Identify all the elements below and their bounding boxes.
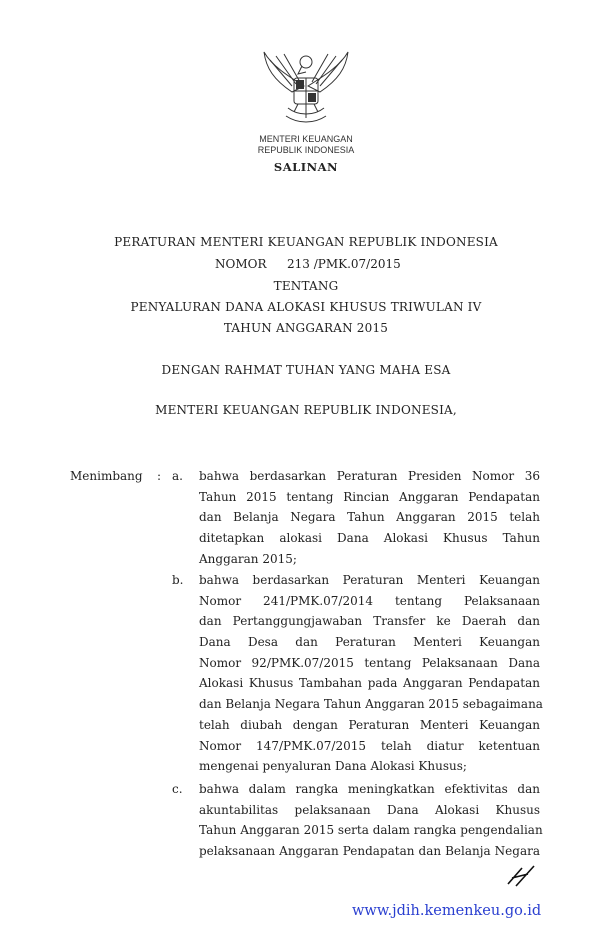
letterhead-country: REPUBLIK INDONESIA	[257, 145, 355, 155]
nomor-label: NOMOR	[215, 257, 267, 271]
text-line: dan Belanja Negara Tahun Anggaran 2015 telah	[199, 510, 540, 525]
footer-website-link[interactable]: www.jdih.kemenkeu.go.id	[352, 903, 542, 919]
text-line: Nomor 241/PMK.07/2014 tentang Pelaksanaan	[199, 593, 540, 608]
menimbang-colon: :	[157, 469, 162, 483]
garuda-emblem-icon	[258, 46, 354, 132]
text-line: bahwa berdasarkan Peraturan Presiden Nomor 36	[199, 469, 540, 483]
item-marker-b: b.	[172, 573, 184, 587]
text-line: Nomor 147/PMK.07/2015 telah diatur ketentuan	[199, 738, 540, 753]
text-line: mengenai penyaluran Dana Alokasi Khusus;	[199, 759, 467, 774]
initial-mark-icon	[504, 862, 540, 888]
text-line: bahwa berdasarkan Peraturan Menteri Keuangan	[199, 573, 540, 587]
regulation-title: PERATURAN MENTERI KEUANGAN REPUBLIK INDONESIA	[114, 235, 498, 249]
nomor-value: 213 /PMK.07/2015	[287, 257, 401, 271]
text-line: ditetapkan alokasi Dana Alokasi Khusus Tahun	[199, 531, 540, 546]
text-line: Tahun 2015 tentang Rincian Anggaran Pendapatan	[199, 489, 540, 504]
item-marker-a: a.	[172, 469, 183, 483]
tentang-heading: TENTANG	[273, 279, 339, 293]
text-line: telah diubah dengan Peraturan Menteri Keuangan	[199, 717, 540, 732]
consideration-item-a	[199, 466, 540, 569]
salinan-stamp: SALINAN	[273, 160, 339, 174]
text-line: bahwa dalam rangka meningkatkan efektivitas dan	[199, 782, 540, 796]
letterhead-ministry: MENTERI KEUANGAN	[259, 134, 353, 144]
text-line: dan Pertanggungjawaban Transfer ke Daerah dan	[199, 614, 540, 629]
text-line: Anggaran 2015;	[199, 551, 297, 566]
text-line: Alokasi Khusus Tambahan pada Anggaran Pendapatan	[199, 676, 540, 691]
regulation-year: TAHUN ANGGARAN 2015	[223, 321, 389, 335]
preamble: DENGAN RAHMAT TUHAN YANG MAHA ESA	[161, 363, 451, 377]
consideration-item-b	[199, 570, 543, 777]
issuer: MENTERI KEUANGAN REPUBLIK INDONESIA,	[155, 403, 457, 417]
item-marker-c: c.	[172, 782, 183, 796]
text-line: Tahun Anggaran 2015 serta dalam rangka pengendalian	[199, 823, 543, 838]
consideration-item-c	[199, 779, 543, 862]
menimbang-label: Menimbang	[70, 469, 143, 483]
regulation-subject: PENYALURAN DANA ALOKASI KHUSUS TRIWULAN IV	[130, 300, 482, 314]
text-line: akuntabilitas pelaksanaan Dana Alokasi Khusus	[199, 802, 540, 817]
text-line: pelaksanaan Anggaran Pendapatan dan Belanja Negara	[199, 844, 540, 859]
text-line: dan Belanja Negara Tahun Anggaran 2015 sebagaimana	[199, 697, 543, 712]
text-line: Dana Desa dan Peraturan Menteri Keuangan	[199, 635, 540, 650]
text-line: Nomor 92/PMK.07/2015 tentang Pelaksanaan Dana	[199, 655, 540, 670]
